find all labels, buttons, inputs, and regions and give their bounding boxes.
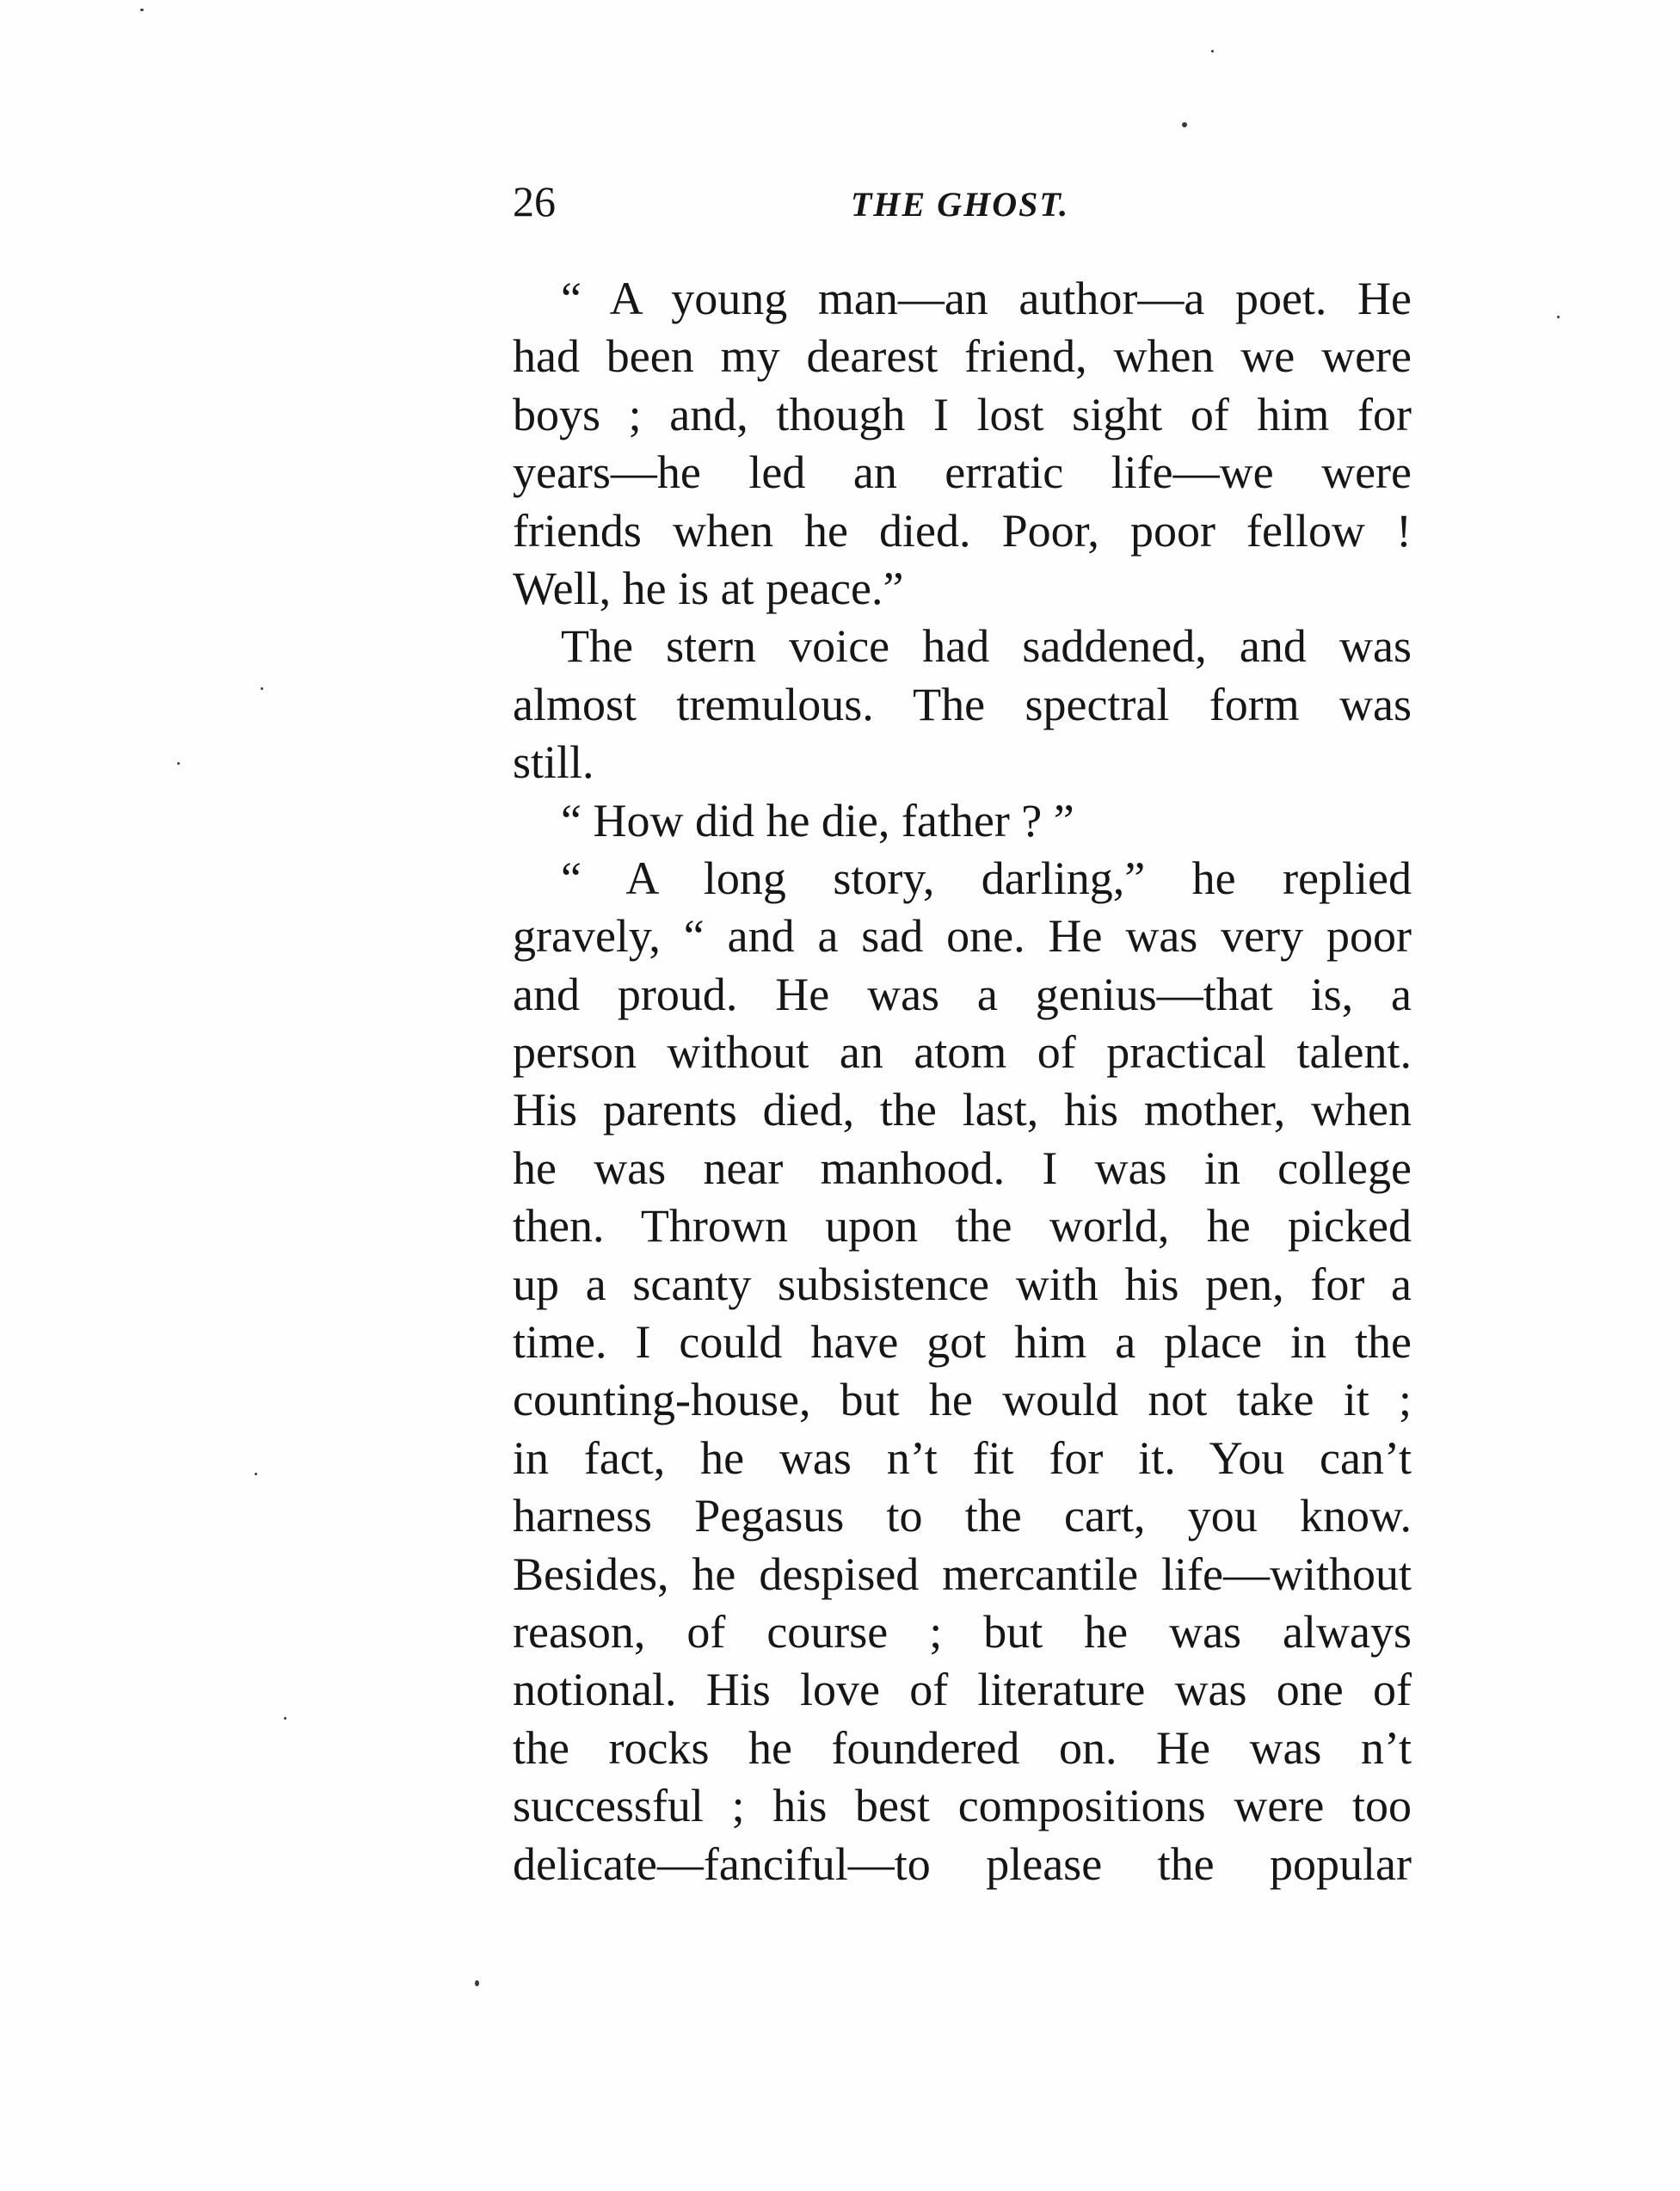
text-line-content: then. Thrown upon the world, he picked bbox=[513, 1200, 1412, 1252]
page-number: 26 bbox=[513, 177, 556, 225]
scan-speck bbox=[140, 9, 144, 11]
text-line-content: successful ; his best compositions were too bbox=[513, 1780, 1412, 1832]
body-text bbox=[513, 270, 1412, 1893]
text-line bbox=[513, 1777, 1412, 1835]
text-line-content: delicate—fanciful—to please the popular bbox=[513, 1837, 1412, 1890]
text-line bbox=[513, 1314, 1412, 1371]
text-line bbox=[513, 908, 1412, 965]
text-line bbox=[513, 386, 1412, 444]
text-line-content: up a scanty subsistence with his pen, for a bbox=[513, 1258, 1412, 1310]
text-line bbox=[513, 1546, 1412, 1603]
text-line bbox=[513, 734, 1412, 791]
text-line bbox=[513, 1430, 1412, 1487]
text-line bbox=[513, 618, 1412, 675]
scan-speck bbox=[1182, 122, 1187, 127]
text-line-content: boys ; and, though I lost sight of him for bbox=[513, 388, 1412, 440]
text-line-content: in fact, he was n’t fit for it. You can’t bbox=[513, 1431, 1412, 1484]
text-line bbox=[513, 1140, 1412, 1197]
text-line-content: and proud. He was a genius—that is, a bbox=[513, 968, 1412, 1020]
text-line-content: His parents died, the last, his mother, when bbox=[513, 1084, 1412, 1136]
scan-speck bbox=[475, 1980, 479, 1986]
text-line-content: gravely, “ and a sad one. He was very poor bbox=[513, 910, 1412, 963]
scan-speck bbox=[261, 687, 263, 690]
text-line bbox=[513, 1256, 1412, 1314]
text-line bbox=[513, 502, 1412, 560]
text-line-content: he was near manhood. I was in college bbox=[513, 1142, 1412, 1194]
scan-speck bbox=[284, 1717, 286, 1720]
text-line bbox=[513, 676, 1412, 734]
text-line bbox=[513, 1371, 1412, 1429]
text-line bbox=[513, 270, 1412, 328]
text-line bbox=[513, 1487, 1412, 1545]
text-line bbox=[513, 444, 1412, 502]
text-line bbox=[513, 1603, 1412, 1661]
text-line-content: “ A young man—an author—a poet. He bbox=[561, 273, 1412, 324]
text-line-content: the rocks he foundered on. He was n’t bbox=[513, 1721, 1412, 1774]
text-line bbox=[513, 1024, 1412, 1081]
text-line-content: “ How did he die, father ? ” bbox=[561, 794, 1074, 846]
text-line-content: still. bbox=[513, 736, 594, 789]
page-header bbox=[513, 175, 1412, 236]
text-line bbox=[513, 1197, 1412, 1255]
scan-speck bbox=[177, 762, 180, 765]
text-line bbox=[513, 1836, 1412, 1893]
text-line-content: had been my dearest friend, when we were bbox=[513, 330, 1412, 383]
text-line bbox=[513, 850, 1412, 908]
scan-speck bbox=[255, 1473, 257, 1475]
text-line-content: Well, he is at peace.” bbox=[513, 562, 904, 614]
text-line-content: harness Pegasus to the cart, you know. bbox=[513, 1490, 1412, 1542]
text-line-content: reason, of course ; but he was always bbox=[513, 1605, 1412, 1658]
text-line-content: The stern voice had saddened, and was bbox=[561, 620, 1412, 673]
text-line-content: friends when he died. Poor, poor fellow ! bbox=[513, 504, 1412, 557]
text-line bbox=[513, 328, 1412, 385]
text-line bbox=[513, 560, 1412, 618]
text-line-content: notional. His love of literature was one of bbox=[513, 1664, 1412, 1716]
scan-speck bbox=[1211, 50, 1214, 52]
text-line bbox=[513, 1720, 1412, 1777]
text-line bbox=[513, 966, 1412, 1024]
text-line-content: almost tremulous. The spectral form was bbox=[513, 678, 1412, 730]
scan-speck bbox=[1557, 316, 1560, 318]
text-line-content: counting-house, but he would not take it ; bbox=[513, 1374, 1412, 1426]
running-title: THE GHOST. bbox=[851, 185, 1070, 224]
text-line-content: Besides, he despised mercantile life—without bbox=[513, 1548, 1412, 1600]
text-line bbox=[513, 1081, 1412, 1139]
text-line bbox=[513, 792, 1412, 850]
text-line-content: years—he led an erratic life—we were bbox=[513, 446, 1412, 499]
text-line-content: “ A long story, darling,” he replied bbox=[561, 852, 1412, 904]
text-line-content: time. I could have got him a place in the bbox=[513, 1316, 1412, 1369]
text-line bbox=[513, 1661, 1412, 1719]
text-line-content: person without an atom of practical talent. bbox=[513, 1026, 1412, 1079]
